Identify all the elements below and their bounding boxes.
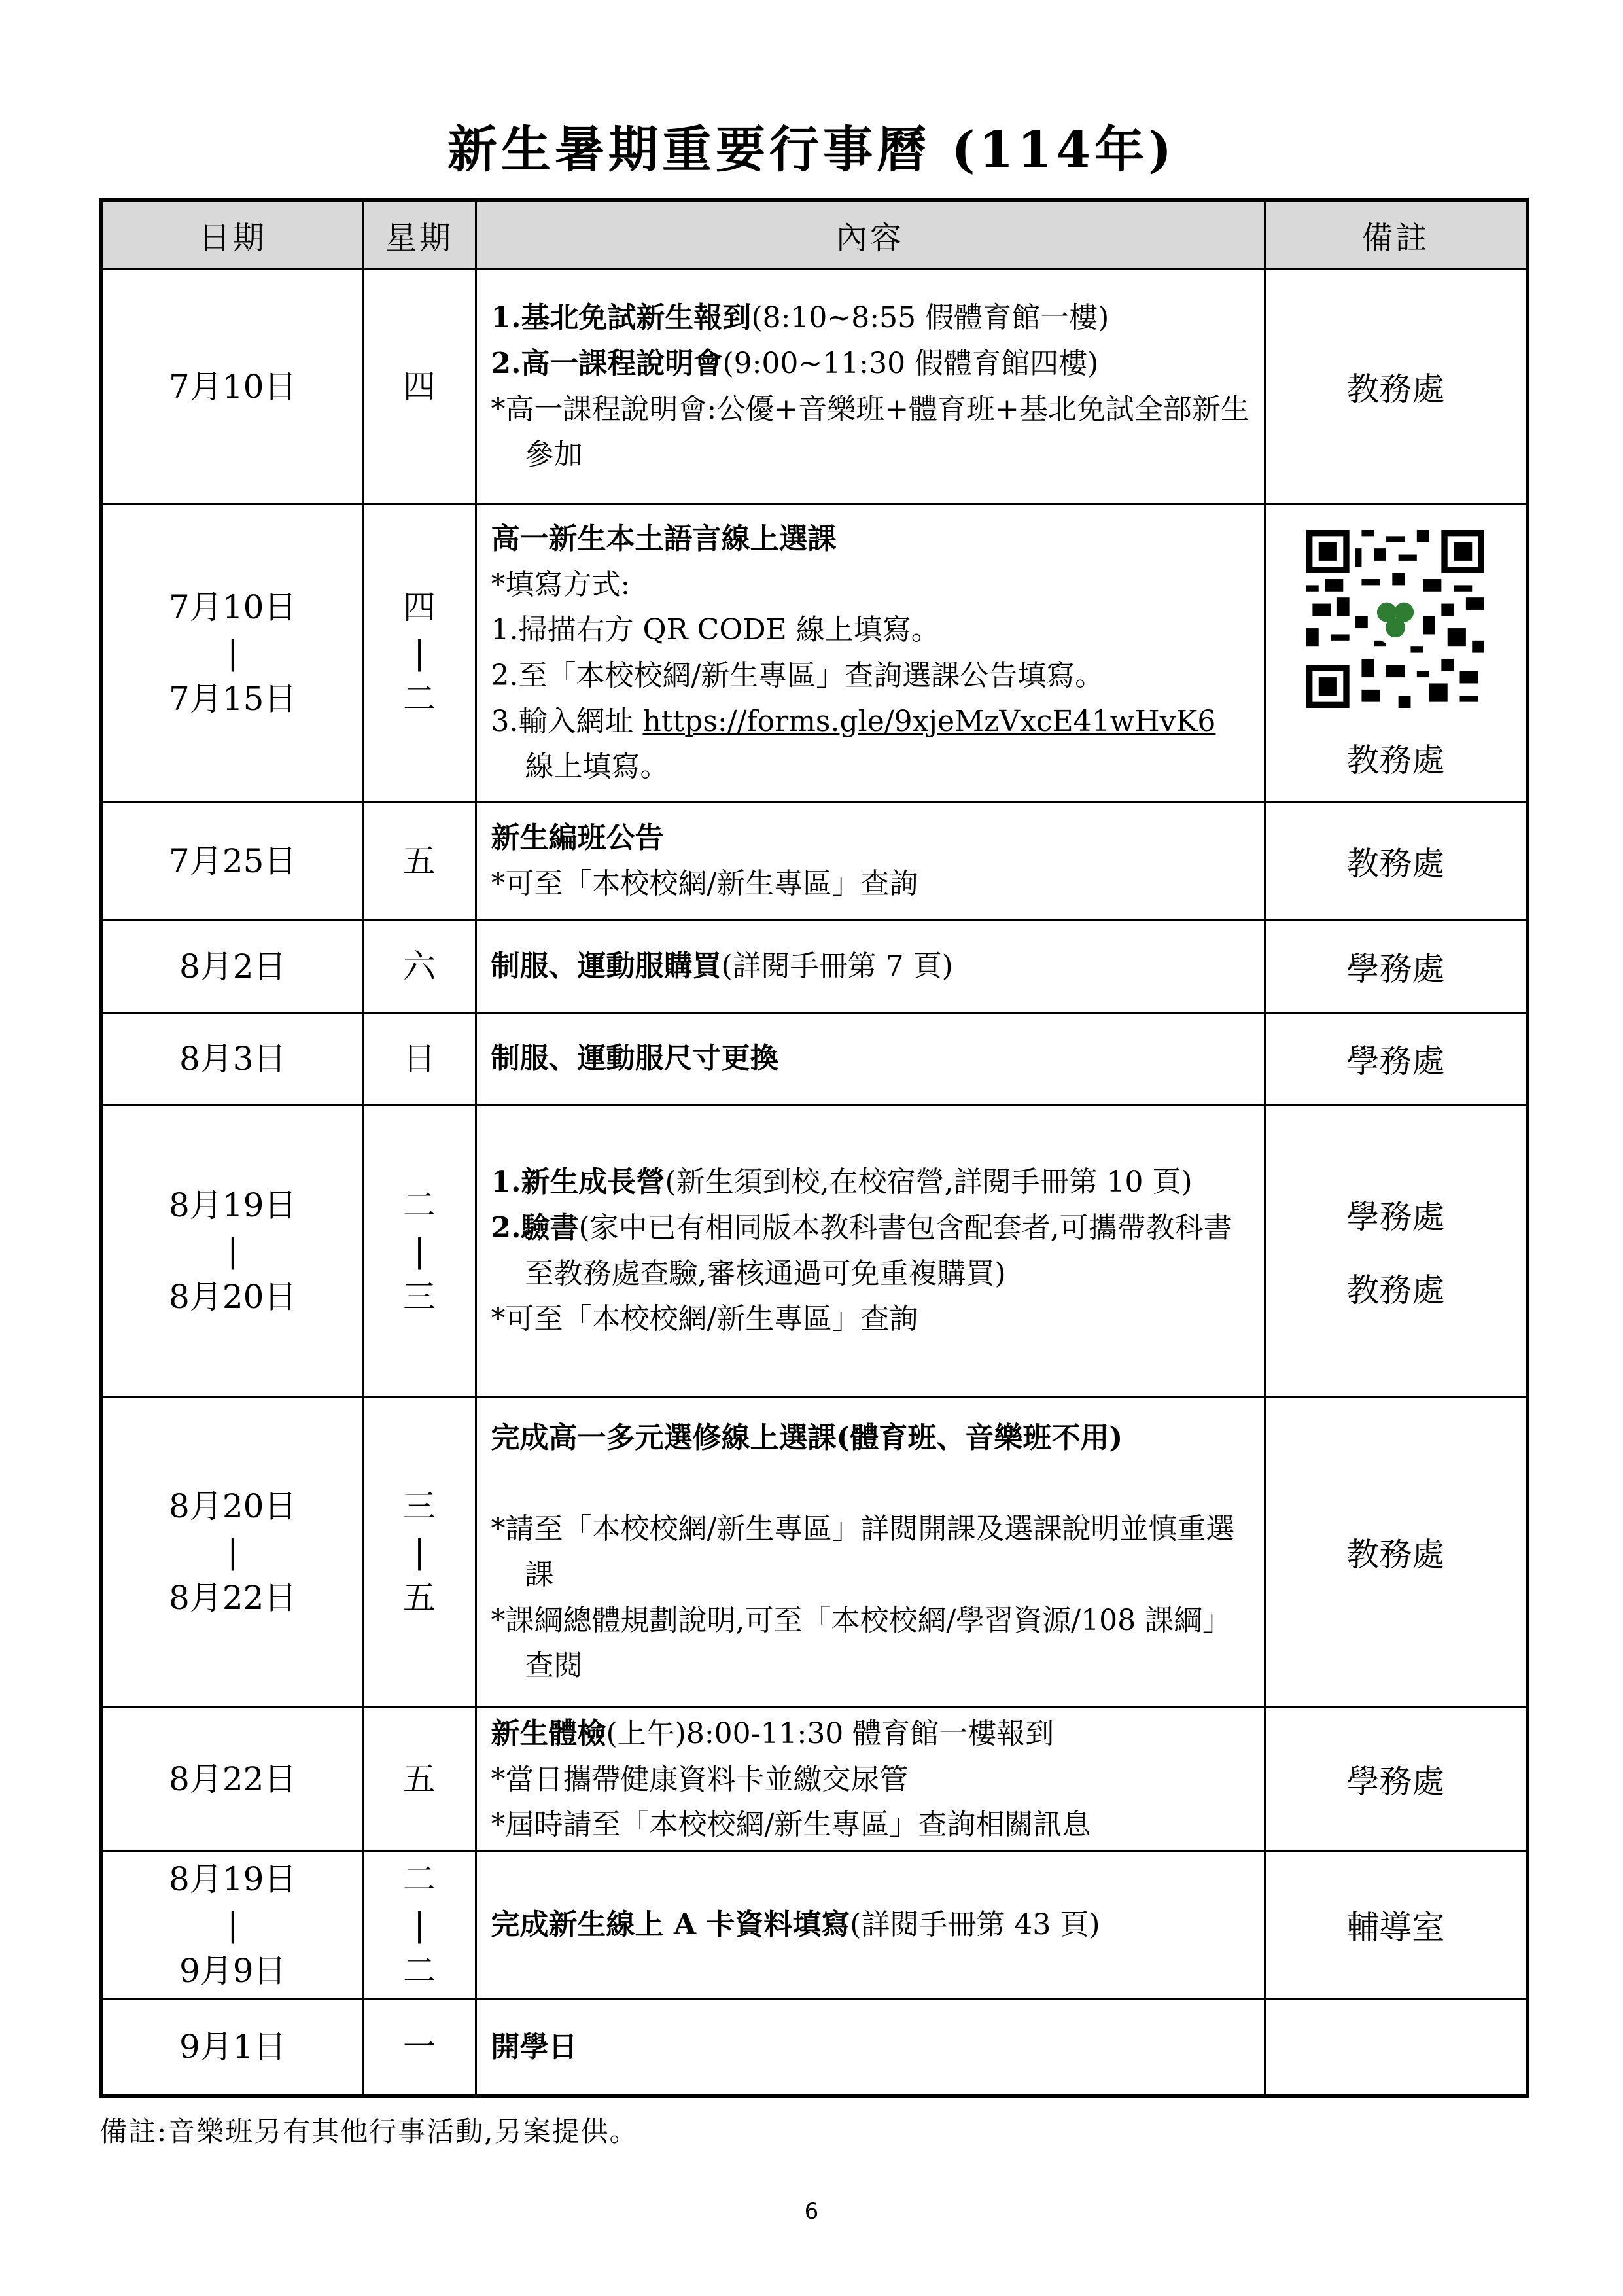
- content-cell: 制服、運動服尺寸更換: [476, 1013, 1265, 1105]
- weekday-cell: 二 | 二: [363, 1851, 476, 1998]
- table-row: [101, 1105, 1527, 1397]
- content-cell: 新生體檢(上午)8:00-11:30 體育館一樓報到 *當日攜帶健康資料卡並繳交尿管 *屆時請至「本校校網/新生專區」查詢相關訊息: [476, 1708, 1265, 1852]
- form-link[interactable]: https://forms.gle/9xjeMzVxcE41wHvK6: [642, 704, 1216, 738]
- weekday-cell: 日: [363, 1013, 476, 1105]
- note-cell: 學務處: [1265, 921, 1527, 1013]
- date-cell: 8月20日 | 8月22日: [101, 1397, 363, 1708]
- header-date: 日期: [101, 200, 363, 269]
- note-cell: 教務處: [1265, 802, 1527, 921]
- footnote: 備註:音樂班另有其他行事活動,另案提供。: [99, 2115, 638, 2147]
- page-title: 新生暑期重要行事曆 (114年): [447, 120, 1176, 179]
- table-row: [101, 1013, 1527, 1105]
- header-weekday: 星期: [363, 200, 476, 269]
- weekday-cell: 四: [363, 269, 476, 504]
- date-cell: 8月3日: [101, 1013, 363, 1105]
- note-cell: 學務處 教務處: [1265, 1105, 1527, 1397]
- weekday-cell: 五: [363, 1708, 476, 1852]
- table-row: [101, 504, 1527, 802]
- content-cell: 開學日: [476, 1998, 1265, 2096]
- content-cell: 高一新生本土語言線上選課 *填寫方式: 1.掃描右方 QR CODE 線上填寫。 2.至「本校校網/新生專區」查詢選課公告填寫。 3.輸入網址 https://forms.gle/9xjeMzVxcE41wHvK6 線上填寫。: [476, 504, 1265, 802]
- note-cell: [1265, 1998, 1527, 2096]
- weekday-cell: 一: [363, 1998, 476, 2096]
- date-cell: 7月10日: [101, 269, 363, 504]
- content-cell: 制服、運動服購買(詳閱手冊第 7 頁): [476, 921, 1265, 1013]
- header-content: 內容: [476, 200, 1265, 269]
- header-note: 備註: [1265, 200, 1527, 269]
- weekday-cell: 二 | 三: [363, 1105, 476, 1397]
- table-header-row: [101, 200, 1527, 269]
- note-cell: 學務處: [1265, 1013, 1527, 1105]
- table-row: [101, 802, 1527, 921]
- date-cell: 8月19日 | 8月20日: [101, 1105, 363, 1397]
- weekday-cell: 六: [363, 921, 476, 1013]
- content-cell: 新生編班公告 *可至「本校校網/新生專區」查詢: [476, 802, 1265, 921]
- calendar-table: [99, 198, 1529, 2098]
- page-number: 6: [804, 2199, 819, 2225]
- table-row: [101, 1397, 1527, 1708]
- note-cell: 學務處: [1265, 1708, 1527, 1852]
- content-cell: 完成新生線上 A 卡資料填寫(詳閱手冊第 43 頁): [476, 1851, 1265, 1998]
- table-row: [101, 1851, 1527, 1998]
- note-cell: 教務處: [1265, 1397, 1527, 1708]
- date-cell: 9月1日: [101, 1998, 363, 2096]
- table-row: [101, 269, 1527, 504]
- weekday-cell: 四 | 二: [363, 504, 476, 802]
- date-cell: 7月25日: [101, 802, 363, 921]
- content-cell: 1.新生成長營(新生須到校,在校宿營,詳閱手冊第 10 頁) 2.驗書(家中已有相同版本教科書包含配套者,可攜帶教科書至教務處查驗,審核通過可免重複購買) *可至「本校校網/新生專區」查詢: [476, 1105, 1265, 1397]
- table-row: [101, 1708, 1527, 1852]
- weekday-cell: 五: [363, 802, 476, 921]
- weekday-cell: 三 | 五: [363, 1397, 476, 1708]
- content-cell: 1.基北免試新生報到(8:10~8:55 假體育館一樓) 2.高一課程說明會(9:00~11:30 假體育館四樓) *高一課程說明會:公優+音樂班+體育班+基北免試全部新生參加: [476, 269, 1265, 504]
- date-cell: 8月2日: [101, 921, 363, 1013]
- note-cell: 輔導室: [1265, 1851, 1527, 1998]
- table-row: [101, 921, 1527, 1013]
- qr-code-icon[interactable]: [1306, 530, 1484, 708]
- date-cell: 8月22日: [101, 1708, 363, 1852]
- table-row: [101, 1998, 1527, 2096]
- note-cell: 教務處: [1265, 269, 1527, 504]
- date-cell: 8月19日 | 9月9日: [101, 1851, 363, 1998]
- date-cell: 7月10日 | 7月15日: [101, 504, 363, 802]
- note-cell: 教務處: [1265, 504, 1527, 802]
- content-cell: 完成高一多元選修線上選課(體育班、音樂班不用) *請至「本校校網/新生專區」詳閱開課及選課說明並慎重選課 *課綱總體規劃說明,可至「本校校網/學習資源/108 課綱」查閱: [476, 1397, 1265, 1708]
